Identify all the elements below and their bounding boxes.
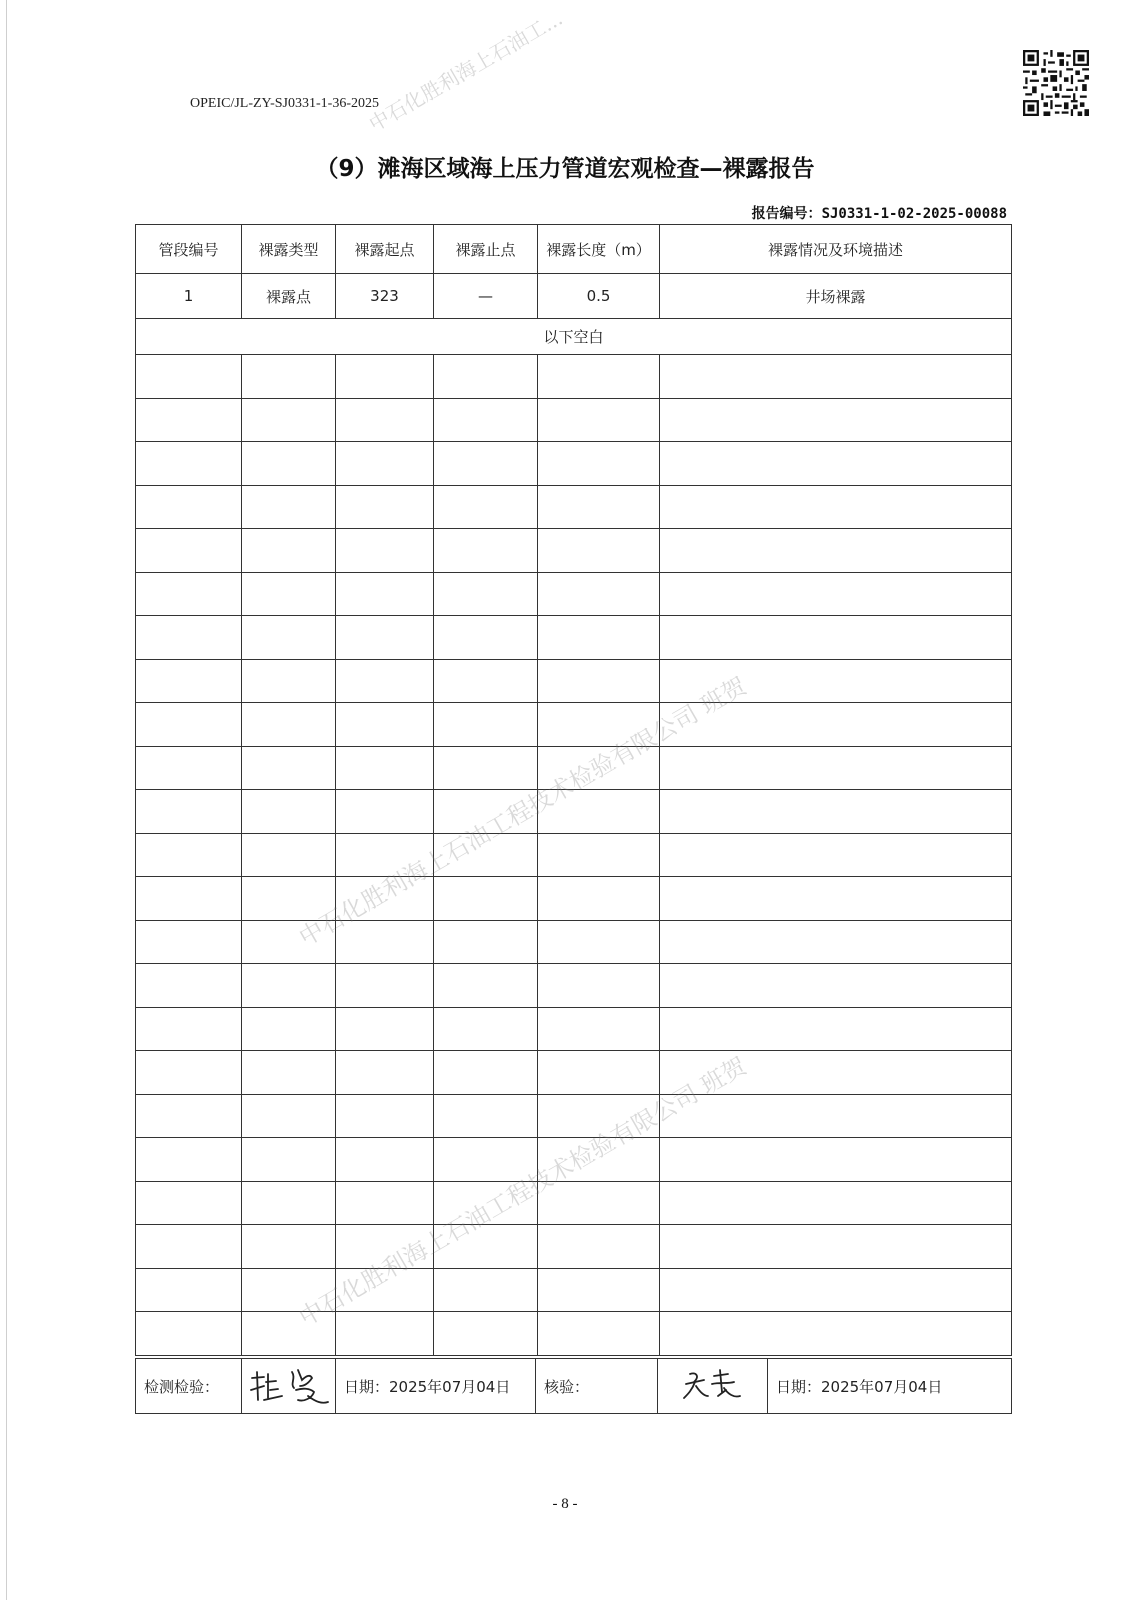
inspector-label: 检测检验：: [136, 1359, 242, 1414]
empty-row: [136, 964, 1012, 1008]
empty-cell: [136, 790, 242, 834]
empty-cell: [660, 398, 1012, 442]
empty-cell: [660, 1007, 1012, 1051]
empty-cell: [660, 1181, 1012, 1225]
empty-cell: [136, 1312, 242, 1356]
empty-cell: [538, 920, 660, 964]
empty-row: [136, 920, 1012, 964]
empty-row: [136, 355, 1012, 399]
empty-cell: [660, 920, 1012, 964]
empty-row: [136, 1225, 1012, 1269]
empty-cell: [136, 616, 242, 660]
empty-cell: [336, 1051, 434, 1095]
empty-cell: [242, 442, 336, 486]
empty-cell: [242, 529, 336, 573]
empty-cell: [434, 442, 538, 486]
empty-cell: [242, 964, 336, 1008]
empty-cell: [136, 877, 242, 921]
empty-cell: [538, 572, 660, 616]
empty-cell: [242, 1268, 336, 1312]
empty-row: [136, 1312, 1012, 1356]
empty-cell: [538, 616, 660, 660]
empty-cell: [538, 659, 660, 703]
empty-cell: [434, 1051, 538, 1095]
empty-cell: [336, 746, 434, 790]
empty-cell: [434, 1312, 538, 1356]
table-row: [136, 274, 1012, 319]
empty-cell: [336, 1094, 434, 1138]
empty-row: [136, 398, 1012, 442]
empty-cell: [434, 833, 538, 877]
description-cell: 井场裸露: [660, 274, 1012, 319]
watermark-text: 中石化胜利海上石油工程技术检验有限公司 班贺: [294, 671, 752, 952]
empty-row: [136, 877, 1012, 921]
empty-cell: [538, 1051, 660, 1095]
empty-cell: [336, 833, 434, 877]
empty-cell: [660, 790, 1012, 834]
empty-cell: [136, 398, 242, 442]
empty-row: [136, 1268, 1012, 1312]
empty-row: [136, 485, 1012, 529]
empty-cell: [336, 1225, 434, 1269]
column-header: 裸露情况及环境描述: [660, 225, 1012, 274]
empty-cell: [660, 442, 1012, 486]
empty-cell: [242, 703, 336, 747]
empty-cell: [242, 485, 336, 529]
document-code: OPEIC/JL-ZY-SJ0331-1-36-2025: [190, 96, 379, 111]
empty-row: [136, 659, 1012, 703]
empty-cell: [136, 355, 242, 399]
empty-cell: [660, 703, 1012, 747]
empty-cell: [336, 703, 434, 747]
empty-cell: [242, 877, 336, 921]
empty-cell: [136, 964, 242, 1008]
page-edge-line: [6, 0, 7, 1600]
empty-cell: [136, 659, 242, 703]
empty-row: [136, 1094, 1012, 1138]
report-number-value: SJ0331-1-02-2025-00088: [821, 206, 1007, 222]
empty-cell: [538, 1225, 660, 1269]
empty-cell: [538, 703, 660, 747]
column-header: 管段编号: [136, 225, 242, 274]
empty-cell: [242, 790, 336, 834]
empty-cell: [242, 616, 336, 660]
empty-cell: [136, 1181, 242, 1225]
empty-cell: [136, 1094, 242, 1138]
table-header-row: [136, 225, 1012, 274]
empty-cell: [336, 659, 434, 703]
empty-rows: [136, 355, 1012, 1356]
start-cell: 323: [336, 274, 434, 319]
empty-cell: [336, 485, 434, 529]
empty-cell: [242, 1312, 336, 1356]
empty-cell: [136, 1007, 242, 1051]
empty-cell: [136, 746, 242, 790]
page-number: - 8 -: [552, 1496, 578, 1512]
empty-cell: [434, 1138, 538, 1182]
empty-cell: [136, 485, 242, 529]
empty-cell: [136, 529, 242, 573]
empty-cell: [434, 572, 538, 616]
empty-cell: [242, 355, 336, 399]
empty-cell: [242, 1051, 336, 1095]
empty-cell: [660, 1138, 1012, 1182]
column-header: 裸露类型: [242, 225, 336, 274]
end-cell: —: [434, 274, 538, 319]
empty-row: [136, 442, 1012, 486]
empty-cell: [434, 1225, 538, 1269]
empty-cell: [434, 485, 538, 529]
empty-cell: [136, 1225, 242, 1269]
empty-cell: [136, 1268, 242, 1312]
reviewer-signature: [658, 1359, 768, 1414]
empty-cell: [434, 355, 538, 399]
empty-cell: [434, 529, 538, 573]
empty-cell: [336, 790, 434, 834]
empty-cell: [434, 1007, 538, 1051]
watermark-text: 中石化胜利海上石油工...: [364, 5, 567, 137]
empty-cell: [336, 355, 434, 399]
empty-cell: [336, 572, 434, 616]
empty-cell: [336, 616, 434, 660]
empty-cell: [136, 1138, 242, 1182]
signature-row: [136, 1359, 1012, 1414]
empty-cell: [242, 1225, 336, 1269]
empty-cell: [538, 833, 660, 877]
empty-cell: [242, 920, 336, 964]
empty-cell: [538, 1007, 660, 1051]
qr-code-icon: [1023, 50, 1089, 116]
empty-cell: [336, 920, 434, 964]
empty-cell: [538, 964, 660, 1008]
column-header: 裸露止点: [434, 225, 538, 274]
empty-cell: [660, 572, 1012, 616]
empty-row: [136, 790, 1012, 834]
empty-cell: [660, 485, 1012, 529]
empty-cell: [242, 398, 336, 442]
empty-cell: [242, 1007, 336, 1051]
empty-cell: [660, 659, 1012, 703]
reviewer-label: 核验：: [536, 1359, 658, 1414]
empty-row: [136, 833, 1012, 877]
empty-cell: [434, 964, 538, 1008]
empty-cell: [336, 529, 434, 573]
empty-cell: [136, 1051, 242, 1095]
empty-cell: [538, 529, 660, 573]
empty-cell: [660, 964, 1012, 1008]
empty-cell: [660, 833, 1012, 877]
empty-cell: [434, 398, 538, 442]
empty-cell: [660, 616, 1012, 660]
type-cell: 裸露点: [242, 274, 336, 319]
empty-cell: [336, 1312, 434, 1356]
empty-cell: [242, 1181, 336, 1225]
empty-row: [136, 703, 1012, 747]
empty-cell: [434, 1094, 538, 1138]
empty-row: [136, 746, 1012, 790]
empty-cell: [660, 1268, 1012, 1312]
empty-cell: [336, 1138, 434, 1182]
empty-cell: [434, 703, 538, 747]
reviewer-date: 日期：2025年07月04日: [768, 1359, 1012, 1414]
exposure-table: [135, 224, 1012, 1356]
empty-cell: [336, 877, 434, 921]
empty-cell: [538, 1312, 660, 1356]
inspector-signature: [242, 1359, 336, 1414]
empty-cell: [242, 572, 336, 616]
empty-cell: [538, 790, 660, 834]
watermark-text: 中石化胜利海上石油工程技术检验有限公司 班贺: [294, 1051, 752, 1332]
empty-row: [136, 1181, 1012, 1225]
empty-cell: [538, 485, 660, 529]
empty-cell: [538, 1094, 660, 1138]
empty-cell: [242, 1094, 336, 1138]
empty-cell: [538, 1138, 660, 1182]
empty-cell: [242, 1138, 336, 1182]
empty-cell: [538, 746, 660, 790]
empty-cell: [660, 1094, 1012, 1138]
empty-cell: [336, 1007, 434, 1051]
empty-cell: [136, 833, 242, 877]
empty-cell: [336, 442, 434, 486]
empty-cell: [538, 355, 660, 399]
empty-cell: [434, 877, 538, 921]
empty-cell: [336, 1268, 434, 1312]
blank-note-row: [136, 319, 1012, 355]
inspector-date: 日期：2025年07月04日: [336, 1359, 536, 1414]
empty-row: [136, 1138, 1012, 1182]
empty-cell: [136, 572, 242, 616]
reviewer-signature-image: [678, 1366, 748, 1406]
empty-cell: [242, 746, 336, 790]
empty-cell: [336, 1181, 434, 1225]
empty-cell: [538, 1181, 660, 1225]
blank-note: 以下空白: [136, 319, 1012, 355]
empty-row: [136, 529, 1012, 573]
segment-cell: 1: [136, 274, 242, 319]
empty-cell: [434, 920, 538, 964]
inspector-signature-image: [246, 1364, 332, 1408]
empty-cell: [660, 877, 1012, 921]
empty-cell: [660, 529, 1012, 573]
empty-row: [136, 572, 1012, 616]
empty-cell: [336, 398, 434, 442]
empty-cell: [242, 659, 336, 703]
empty-cell: [434, 616, 538, 660]
empty-cell: [660, 746, 1012, 790]
empty-cell: [434, 1268, 538, 1312]
column-header: 裸露起点: [336, 225, 434, 274]
empty-cell: [660, 355, 1012, 399]
empty-cell: [336, 964, 434, 1008]
empty-cell: [538, 877, 660, 921]
empty-row: [136, 616, 1012, 660]
empty-row: [136, 1051, 1012, 1095]
column-header: 裸露长度（m）: [538, 225, 660, 274]
empty-cell: [660, 1225, 1012, 1269]
empty-cell: [434, 1181, 538, 1225]
empty-cell: [136, 703, 242, 747]
report-number-label: 报告编号：: [751, 206, 822, 222]
empty-row: [136, 1007, 1012, 1051]
report-number: [752, 203, 1007, 223]
empty-cell: [660, 1312, 1012, 1356]
empty-cell: [136, 920, 242, 964]
empty-cell: [434, 746, 538, 790]
empty-cell: [538, 398, 660, 442]
empty-cell: [434, 659, 538, 703]
signature-table: [135, 1358, 1012, 1414]
empty-cell: [242, 833, 336, 877]
length-cell: 0.5: [538, 274, 660, 319]
empty-cell: [538, 1268, 660, 1312]
report-title: （9）滩海区域海上压力管道宏观检查—裸露报告: [315, 156, 815, 182]
empty-cell: [538, 442, 660, 486]
empty-cell: [660, 1051, 1012, 1095]
empty-cell: [434, 790, 538, 834]
empty-cell: [136, 442, 242, 486]
